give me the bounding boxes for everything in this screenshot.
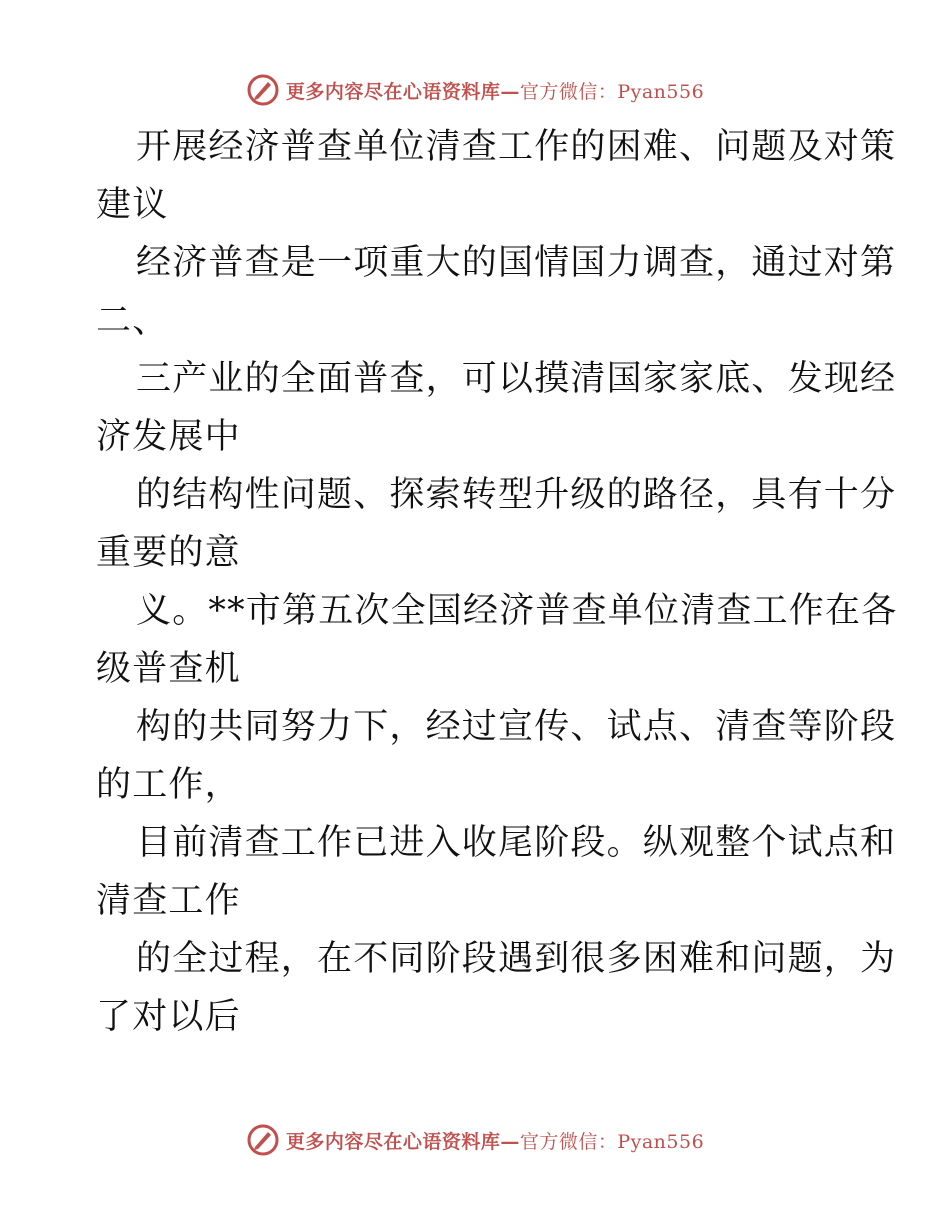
paragraph	[96, 234, 897, 350]
paragraph-line-first: 的全过程，在不同阶段遇到很多困难和问题，为	[136, 939, 897, 979]
paragraph	[96, 118, 897, 234]
paragraph	[96, 930, 897, 1046]
watermark-wechat: 官方微信：Pyan556	[519, 1130, 705, 1153]
watermark-site-name: 更多内容尽在心语资料库—	[285, 1130, 520, 1153]
paragraph	[96, 350, 897, 466]
watermark-text	[286, 77, 704, 104]
paragraph-line-first: 经济普查是一项重大的国情国力调查，通过对第	[136, 243, 897, 283]
watermark-site-name: 更多内容尽在心语资料库—	[285, 80, 520, 103]
document-body	[96, 118, 898, 1046]
paragraph-line-first: 的结构性问题、探索转型升级的路径，具有十分	[136, 475, 897, 515]
quill-seal-icon	[246, 1123, 280, 1157]
paragraph	[96, 698, 897, 814]
paragraph-line-rest: 了对以后	[96, 997, 241, 1037]
paragraph-line-rest: 济发展中	[96, 417, 241, 457]
watermark-wechat: 官方微信：Pyan556	[519, 80, 705, 103]
paragraph-line-rest: 级普查机	[96, 649, 241, 689]
paragraph-line-first: 开展经济普查单位清查工作的困难、问题及对策	[136, 127, 897, 167]
paragraph-line-rest: 清查工作	[96, 881, 241, 921]
paragraph-line-first: 义。**市第五次全国经济普查单位清查工作在各	[136, 591, 898, 631]
paragraph-line-rest: 重要的意	[96, 533, 241, 573]
header-watermark	[0, 72, 950, 108]
paragraph-line-rest: 建议	[96, 185, 169, 225]
watermark-text	[286, 1127, 704, 1154]
paragraph	[96, 814, 897, 930]
paragraph	[96, 466, 897, 582]
paragraph-line-first: 三产业的全面普查，可以摸清国家家底、发现经	[136, 359, 897, 399]
paragraph-line-first: 目前清查工作已进入收尾阶段。纵观整个试点和	[136, 823, 897, 863]
paragraph-line-rest: 二、	[96, 301, 169, 341]
paragraph	[96, 582, 898, 698]
footer-watermark	[0, 1122, 950, 1158]
paragraph-line-first: 构的共同努力下，经过宣传、试点、清查等阶段	[136, 707, 897, 747]
quill-seal-icon	[246, 73, 280, 107]
paragraph-line-rest: 的工作，	[96, 765, 241, 805]
